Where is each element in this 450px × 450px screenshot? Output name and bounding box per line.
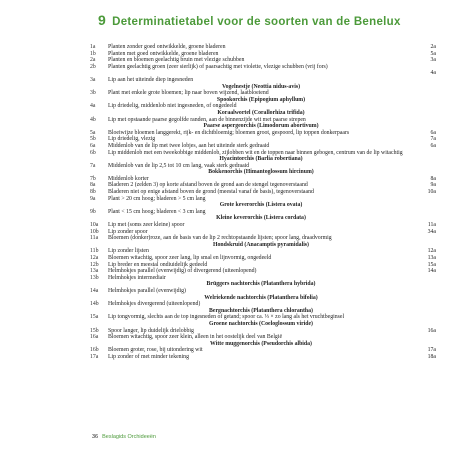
couplet-ref: 13a [427, 255, 436, 261]
couplet-ref [414, 242, 436, 249]
couplet-text: Vogelnestje (Neottia nidus-avis) [221, 83, 301, 90]
couplet-text: Bloemen (donker)roze, aan de basis van de lip 2 rechtopstaande lijsten; spoor lang, draadvormig [108, 235, 332, 242]
couplet-code: 2b [90, 63, 96, 70]
couplet-text: Bloeiwijze bloemen langgerekt, rijk- en dichtbloemig; bloemen groot, gespoord, lip toppen donkerpaars [108, 129, 350, 136]
couplet-text: Lip zonder lijsten [108, 248, 149, 255]
couplet-code [90, 242, 108, 249]
couplet-code: 12b [90, 261, 99, 268]
couplet-code: 15a [90, 314, 99, 321]
couplet-text: Bokkenorchis (Himantoglossum hircinum) [208, 169, 314, 176]
couplet-code: 17a [90, 353, 99, 360]
couplet-text: Middenlob korter [108, 175, 149, 182]
table-row [90, 288, 436, 295]
couplet-code [90, 97, 108, 104]
couplet-ref: 6a [430, 129, 436, 136]
table-row [90, 136, 436, 143]
couplet-ref: 34a [427, 228, 436, 235]
couplet-ref [414, 196, 436, 203]
couplet-code: 14a [90, 287, 99, 294]
couplet-ref [414, 110, 436, 117]
couplet-code: 13a [90, 268, 99, 275]
couplet-ref [414, 117, 436, 124]
section-heading: Determinatietabel voor de soorten van de Benelux [112, 16, 401, 28]
couplet-ref [414, 103, 436, 110]
couplet-text: Lip driedelig, vlezig [108, 136, 156, 143]
couplet-code: 10b [90, 228, 99, 235]
couplet-text: Lip met (soms zeer kleine) spoor [108, 222, 185, 229]
couplet-text: Plant < 15 cm hoog; bladeren < 3 cm lang [108, 208, 206, 215]
couplet-ref [414, 314, 436, 321]
couplet-code: 13b [90, 274, 99, 281]
couplet-code [90, 215, 108, 222]
couplet-code: 11a [90, 235, 99, 242]
table-row [90, 334, 436, 341]
couplet-text: Plant > 20 cm hoog; bladeren > 5 cm lang [108, 195, 206, 202]
couplet-text: Lip driedelig, middenlob niet ingesneden, of ongedeeld [108, 103, 237, 110]
section-number: 9 [98, 12, 107, 28]
couplet-text: Bladeren 2 (zelden 3) op korte afstand boven de grond aan de stengel tegenoverstaand [108, 182, 308, 189]
couplet-code: 1b [90, 50, 96, 57]
table-row [90, 57, 436, 64]
couplet-code: 7a [90, 162, 96, 169]
couplet-text: Welriekende nachtorchis (Platanthera bifolia) [204, 294, 318, 301]
couplet-ref [414, 301, 436, 308]
page-number: 36 [92, 434, 99, 440]
couplet-text: Bladeren niet op enige afstand boven de grond (meestal vanaf de basis), tegenoverstaand [108, 189, 314, 196]
couplet-text: Grote keverorchis (Listera ovata) [219, 202, 303, 209]
couplet-ref [414, 308, 436, 315]
couplet-text: Lip breder en meestal ondiuidelijk gedeeld [108, 261, 208, 268]
couplet-text: Plant met enkele grote bloemen; lip naar boven wijzend, laatbloeiend [108, 90, 269, 97]
couplet-ref [414, 156, 436, 163]
couplet-ref [414, 169, 436, 176]
couplet-text: Planten zonder goed ontwikkelde, groene bladeren [108, 44, 226, 50]
couplet-text: Lip zonder spoor [108, 228, 148, 235]
couplet-code: 5b [90, 136, 96, 143]
couplet-code: 3a [90, 76, 96, 83]
couplet-code [90, 308, 108, 315]
couplet-ref [414, 163, 436, 170]
couplet-text: Planten en bloemen geelachtig bruin met vlezige schubben [108, 57, 245, 64]
determination-table [90, 44, 436, 361]
couplet-code [90, 295, 108, 302]
table-row [90, 328, 436, 335]
species-name [90, 341, 436, 348]
couplet-code: 6b [90, 149, 96, 156]
couplet-text: Planten met goed ontwikkelde, groene bladeren [108, 50, 219, 57]
couplet-code [90, 321, 108, 328]
couplet-ref [414, 281, 436, 288]
section-title [98, 14, 438, 29]
couplet-code [90, 156, 108, 163]
couplet-code: 15b [90, 327, 99, 334]
couplet-ref [414, 97, 436, 104]
table-row [90, 347, 436, 354]
couplet-code: 4b [90, 116, 96, 123]
couplet-ref: 17a [427, 347, 436, 354]
table-row [90, 103, 436, 110]
couplet-code: 16b [90, 347, 99, 354]
couplet-ref [414, 275, 436, 282]
table-row [90, 222, 436, 229]
species-name [90, 156, 436, 163]
couplet-text: Hondskruid (Anacamptis pyramidalis) [213, 241, 309, 248]
couplet-ref: 3a [430, 57, 436, 64]
couplet-ref: 14a [427, 268, 436, 275]
book-title: Beslagids Orchideeën [102, 434, 156, 440]
couplet-text: Bloemen witachtig, spoor zeer klein, alleen in het oostelijk deel van België [108, 334, 283, 341]
couplet-text [108, 70, 414, 77]
couplet-text: Lip aan het uiteinde diep ingesneden [108, 76, 194, 83]
couplet-code [90, 169, 108, 176]
couplet-code: 8a [90, 182, 96, 189]
couplet-ref [414, 84, 436, 91]
couplet-ref [414, 321, 436, 328]
table-row [90, 130, 436, 137]
table-row [90, 255, 436, 262]
couplet-code: 10a [90, 222, 99, 229]
couplet-ref: 18a [427, 353, 436, 360]
couplet-text: Helmhokjes intermediair [108, 274, 166, 281]
couplet-ref: 12a [427, 248, 436, 255]
species-name [90, 110, 436, 117]
table-row [90, 143, 436, 150]
couplet-code: 4a [90, 103, 96, 110]
couplet-ref: 2a [430, 44, 436, 50]
couplet-ref [414, 77, 436, 84]
couplet-text: Lip tongvormig, slechts aan de top ingesneden of getand; spoor ca. ⅓ × zo lang als het vruchtbeginsel [108, 314, 345, 321]
couplet-ref [414, 295, 436, 302]
couplet-ref: 10a [427, 189, 436, 196]
couplet-text: Bloemen witachtig, spoor zeer lang, lip smal en lijnvormig, ongedeeld [108, 255, 272, 261]
couplet-ref [414, 334, 436, 341]
couplet-text: Helmhokjes parallel (evenwijdig) of divergerend (uiteenlopend) [108, 268, 257, 275]
couplet-text: Lip middenlob met een tweekobbige middenlob, zijlobben wit en de toppen naar binnen gebogen, centrum van de lip witachtig [108, 149, 403, 156]
couplet-code [90, 70, 108, 77]
couplet-code: 3b [90, 90, 96, 97]
couplet-ref [414, 288, 436, 295]
page-footer [92, 434, 156, 440]
couplet-text: Koraalwortel (Corallorhiza trifida) [217, 109, 305, 116]
species-name [90, 321, 436, 328]
couplet-code: 11b [90, 248, 99, 255]
table-row [90, 235, 436, 242]
couplet-text: Middenlob van de lip 2,5 tot 10 cm lang, vaak sterk gedraaid [108, 162, 250, 169]
table-row [90, 248, 436, 255]
couplet-text: Helmhokjes parallel (evenwijdig) [108, 287, 186, 294]
couplet-text: Spoor langer, lip duidelijk drielobbig [108, 327, 194, 334]
couplet-text: Kleine keverorchis (Listera cordata) [216, 215, 306, 222]
couplet-ref [414, 202, 436, 209]
species-name [90, 242, 436, 249]
couplet-ref [414, 215, 436, 222]
couplet-ref: 16a [427, 327, 436, 334]
couplet-code: 8b [90, 189, 96, 196]
table-row [90, 301, 436, 308]
couplet-ref [414, 150, 436, 157]
species-name [90, 123, 436, 130]
couplet-code: 12a [90, 255, 99, 261]
couplet-code: 7b [90, 175, 96, 182]
table-row [90, 64, 436, 71]
couplet-code: 9b [90, 208, 96, 215]
couplet-code [90, 281, 108, 288]
couplet-ref: 4a [430, 70, 436, 77]
couplet-code [90, 110, 108, 117]
couplet-code: 14b [90, 301, 99, 308]
couplet-code [90, 341, 108, 348]
couplet-ref: 15a [427, 261, 436, 268]
couplet-ref: 9a [430, 182, 436, 189]
species-name [90, 281, 436, 288]
couplet-ref: 8a [430, 175, 436, 182]
table-row [90, 51, 436, 58]
couplet-text: Planten geelachtig groen (zeer sierlijk) of paarsachtig met violette, vlezige schubben (vrij fors) [108, 63, 328, 70]
couplet-code: 9a [90, 195, 96, 202]
species-name [90, 202, 436, 209]
couplet-text: Hyacintorchis (Barlia robertiana) [219, 156, 303, 163]
couplet-text: Spookorchis (Epipogium aphyllum) [216, 96, 306, 103]
couplet-text: Bloemen groter, rose, bij uitondering wit [108, 347, 203, 354]
couplet-code: 5a [90, 129, 96, 136]
couplet-ref: 7a [430, 136, 436, 143]
species-name [90, 84, 436, 91]
table-row [90, 189, 436, 196]
couplet-text: Witte muggenorchis (Pseudorchis albida) [210, 340, 312, 347]
table-row [90, 44, 436, 51]
couplet-ref: 5a [430, 50, 436, 57]
table-row [90, 354, 436, 361]
couplet-ref [414, 123, 436, 130]
couplet-ref [414, 235, 436, 242]
couplet-text: Paarse aspergeorchis (Limodorum abortivum) [203, 123, 319, 130]
table-row [90, 90, 436, 97]
couplet-ref [414, 90, 436, 97]
couplet-text: Lip zonder of met minder tekening [108, 353, 189, 360]
couplet-text: Groene nachtorchis (Coeloglossum viride) [209, 320, 313, 327]
couplet-ref: 11a [427, 222, 436, 229]
couplet-text: Bergnachtorchis (Platanthera chlorantha) [209, 307, 313, 314]
couplet-code: 1a [90, 44, 96, 50]
couplet-ref: 6a [430, 142, 436, 149]
table-row [90, 70, 436, 77]
couplet-ref [414, 64, 436, 71]
species-name [90, 169, 436, 176]
couplet-code [90, 202, 108, 209]
couplet-text: Brüggers nachtorchis (Platanthera hybrida) [206, 281, 316, 288]
couplet-code: 16a [90, 334, 99, 341]
table-row [90, 314, 436, 321]
table-row [90, 268, 436, 275]
couplet-ref [414, 341, 436, 348]
couplet-code [90, 84, 108, 91]
couplet-text: Middenlob van de lip met twee lobjes, aan het uiteinde sterk gedraaid [108, 142, 270, 149]
couplet-code [90, 123, 108, 130]
table-row [90, 77, 436, 84]
couplet-text: Helmhokjes divergerend (uiteenlopend) [108, 301, 201, 308]
couplet-code: 6a [90, 142, 96, 149]
couplet-code: 2a [90, 57, 96, 64]
couplet-text: Lip met opstaande paarse gegolfde randen, aan de binnenzijde wit met paarse strepen [108, 116, 306, 123]
couplet-ref [414, 209, 436, 216]
